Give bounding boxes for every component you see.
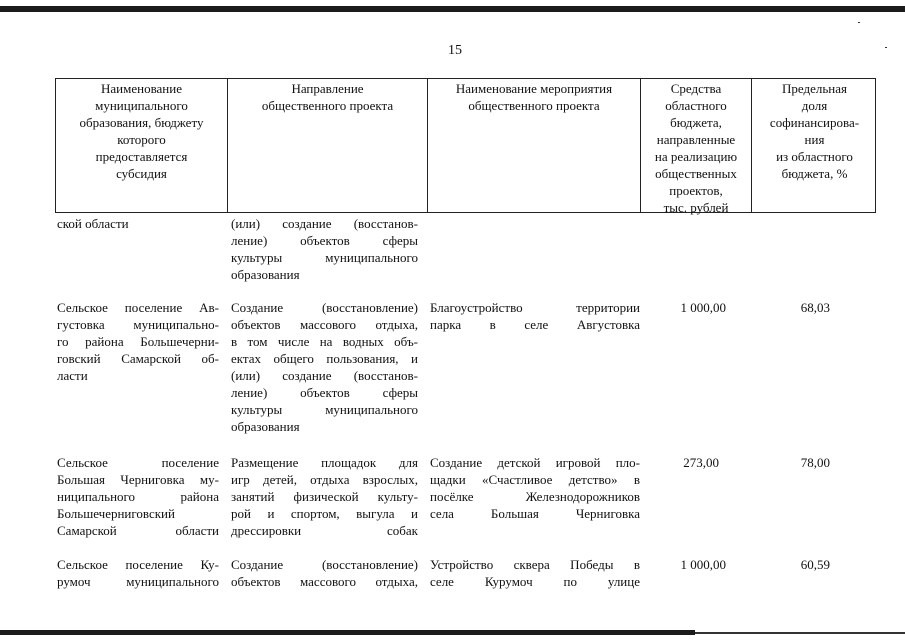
- scan-speck: [885, 47, 887, 48]
- row-direction: Создание (восстановление) объектов массового отдыха, в том числе на водных объ- ектах общего пользования, и (или) создание (восстанов- ление) объектов сферы культуры муниципального образования: [231, 300, 418, 434]
- header-funds: Средства областного бюджета, направленные на реализацию общественных проектов, тыс. рублей: [641, 79, 752, 212]
- row-share: 60,59: [800, 557, 830, 572]
- scan-speck: [858, 22, 860, 23]
- row-direction: Размещение площадок для игр детей, отдыха взрослых, занятий физической культу- рой и спортом, выгула и дрессировки собак: [231, 455, 418, 538]
- row-funds: 1 000,00: [680, 557, 726, 572]
- row-direction: Создание (восстановление) объектов массового отдыха,: [231, 557, 418, 589]
- row-funds: 1 000,00: [680, 300, 726, 315]
- row-event: Благоустройство территории парка в селе Августовка: [430, 300, 640, 332]
- row-municipality: Сельское поселение Ав- густовка муниципально- го района Большечерни- говский Самарской об- ласти: [57, 300, 219, 383]
- table-header: [55, 78, 876, 213]
- bottom-scan-border-thin: [695, 632, 905, 634]
- row-event: Устройство сквера Победы в селе Курумоч по улице: [430, 557, 640, 589]
- row-direction: (или) создание (восстанов- ление) объектов сферы культуры муниципального образования: [231, 216, 418, 282]
- header-event: Наименование мероприятия общественного проекта: [428, 79, 641, 212]
- row-event: Создание детской игровой пло- щадки «Счастливое детство» в посёлке Железнодорожников села Большая Черниговка: [430, 455, 640, 521]
- top-scan-border: [0, 6, 905, 12]
- row-municipality: Сельское поселение Ку- румоч муниципального: [57, 557, 219, 589]
- header-municipality: Наименование муниципального образования, бюджету которого предоставляется субсидия: [56, 79, 228, 212]
- header-share: Предельная доля софинансирова- ния из областного бюджета, %: [769, 81, 860, 181]
- bottom-scan-border: [0, 630, 695, 635]
- row-municipality: ской области: [57, 216, 129, 231]
- header-direction: Направление общественного проекта: [228, 79, 428, 212]
- row-funds: 273,00: [683, 455, 719, 470]
- page-number: 15: [448, 43, 462, 58]
- row-share: 68,03: [800, 300, 830, 315]
- row-share: 78,00: [800, 455, 830, 470]
- row-municipality: Сельское поселение Большая Черниговка му- ниципального района Большечерниговский Самарской области: [57, 455, 219, 538]
